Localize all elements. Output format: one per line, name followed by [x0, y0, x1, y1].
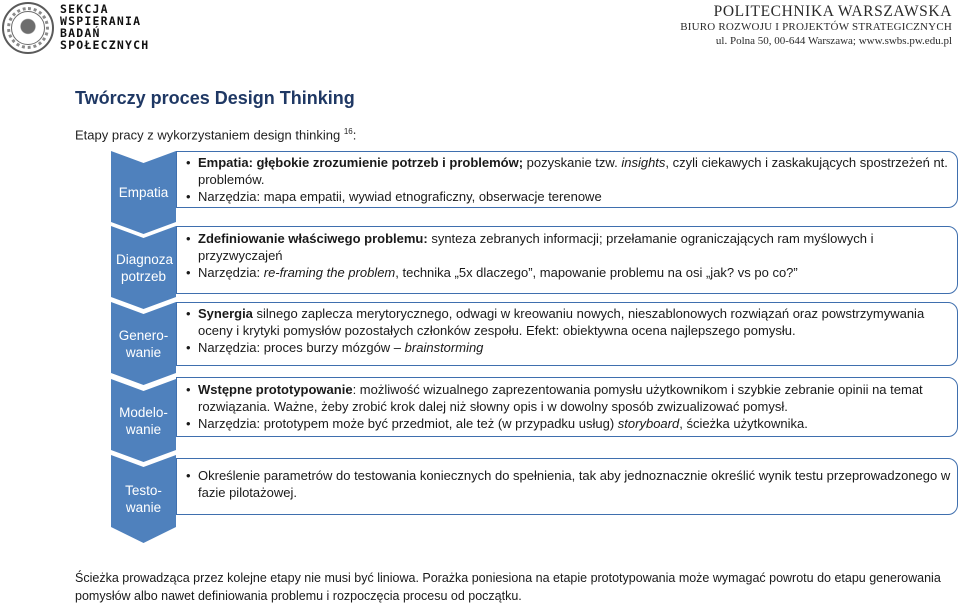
page-header	[0, 0, 960, 54]
stage-chevron-testowanie	[111, 455, 176, 543]
stage-label: Modelo-wanie	[119, 404, 168, 437]
detail-text: , czyli ciekawych i zaskakujących spostrzeżeń nt. problemów.	[198, 155, 948, 187]
detail-bullet	[198, 230, 951, 264]
stage-chevron-empatia	[111, 151, 176, 234]
stage-detail-empatia	[176, 151, 958, 208]
university-letterhead	[680, 3, 952, 48]
stage-label: Empatia	[118, 185, 169, 200]
stage-detail-diagnoza	[176, 226, 958, 294]
university-crest-icon	[2, 2, 54, 54]
detail-italic: brainstorming	[404, 340, 484, 355]
stage-chevron-diagnoza	[111, 226, 176, 309]
stage-detail-testowanie	[176, 458, 958, 515]
university-name: POLITECHNIKA WARSZAWSKA	[713, 3, 952, 20]
detail-italic: insights	[621, 155, 666, 170]
detail-bold: Synergia	[198, 306, 253, 321]
detail-text: Narzędzia:	[198, 265, 264, 280]
detail-text: silnego zaplecza merytorycznego, odwagi w kreowaniu nowych, nieszablonowych rozwiązań oraz powstrzymywania oceny i krytyki pomysłów pozostałych członków zespołu. Efekt: obiektywna ocena najlepszego pomysłu.	[198, 306, 925, 338]
detail-italic: storyboard	[617, 416, 680, 431]
office-name: BIURO ROZWOJU I PROJEKTÓW STRATEGICZNYCH	[680, 21, 952, 33]
detail-italic: re-framing the problem	[263, 265, 396, 280]
detail-text: synteza zebranych informacji; przełamanie ograniczających ram myślowych i przyzwyczajeń	[198, 231, 874, 263]
detail-bullet	[198, 305, 951, 339]
detail-bullet	[198, 154, 951, 188]
detail-bullet	[198, 415, 951, 432]
stage-detail-modelowanie	[176, 377, 958, 437]
stage-label: Testo-wanie	[125, 483, 162, 515]
stage-label: Genero-wanie	[118, 327, 169, 360]
stage-chevron-generowanie	[111, 302, 176, 385]
intro-suffix: :	[352, 127, 357, 143]
section-logo-line: WSPIERANIA	[60, 14, 142, 28]
detail-bold: Zdefiniowanie właściwego problemu:	[198, 231, 428, 246]
page-title: Twórczy proces Design Thinking	[75, 88, 355, 108]
section-logo-line: BADAŃ	[60, 26, 101, 40]
detail-bullet: • Narzędzia: mapa empatii, wywiad etnograficzny, obserwacje terenowe	[198, 188, 951, 205]
stage-label: Diagnoza potrzeb	[116, 251, 174, 284]
detail-bullet	[198, 339, 951, 356]
detail-text: Narzędzia: proces burzy mózgów –	[198, 340, 405, 355]
detail-text: pozyskanie tzw.	[523, 155, 622, 170]
intro-main: Etapy pracy z wykorzystaniem design thinking	[75, 127, 341, 143]
office-address: ul. Polna 50, 00-644 Warszawa; www.swbs.pw.edu.pl	[715, 35, 952, 47]
section-logo-line: SEKCJA	[60, 2, 109, 16]
detail-bullet	[198, 264, 951, 281]
stage-detail-generowanie	[176, 302, 958, 366]
detail-text: Narzędzia: prototypem może być przedmiot, ale też (w przypadku usług)	[198, 416, 618, 431]
detail-text: : możliwość wizualnego zaprezentowania pomysłu użytkownikom i szybkie zebranie opinii na temat rozwiązania. Ważne, żeby zrobić krok dalej niż słowny opis i w dowolny sposób zwizualizować pomysł.	[198, 382, 923, 414]
detail-bullet: • Określenie parametrów do testowania koniecznych do spełnienia, tak aby jednoznacznie określić wynik testu przeprowadzonego w fazie pilotażowej.	[198, 467, 951, 501]
intro-text	[75, 127, 356, 142]
detail-bold: Wstępne prototypowanie	[198, 382, 353, 397]
footer-note: Ścieżka prowadząca przez kolejne etapy nie musi być liniowa. Porażka poniesiona na etapie prototypowania może wymagać powrotu do etapu generowania pomysłów albo nawet definiowania problemu i rozpoczęcia procesu od początku.	[75, 571, 941, 603]
detail-text: , technika „5x dlaczego”, mapowanie problemu na osi „jak? vs po co?”	[395, 265, 798, 280]
footnote-marker: 16	[343, 127, 353, 136]
section-logo-line: SPOŁECZNYCH	[60, 38, 150, 52]
detail-bold: Empatia: głębokie zrozumienie potrzeb i problemów;	[198, 155, 524, 170]
detail-text: , ścieżka użytkownika.	[679, 416, 808, 431]
detail-bullet	[198, 381, 951, 415]
stage-chevron-modelowanie	[111, 379, 176, 462]
section-logo-text	[60, 3, 149, 51]
